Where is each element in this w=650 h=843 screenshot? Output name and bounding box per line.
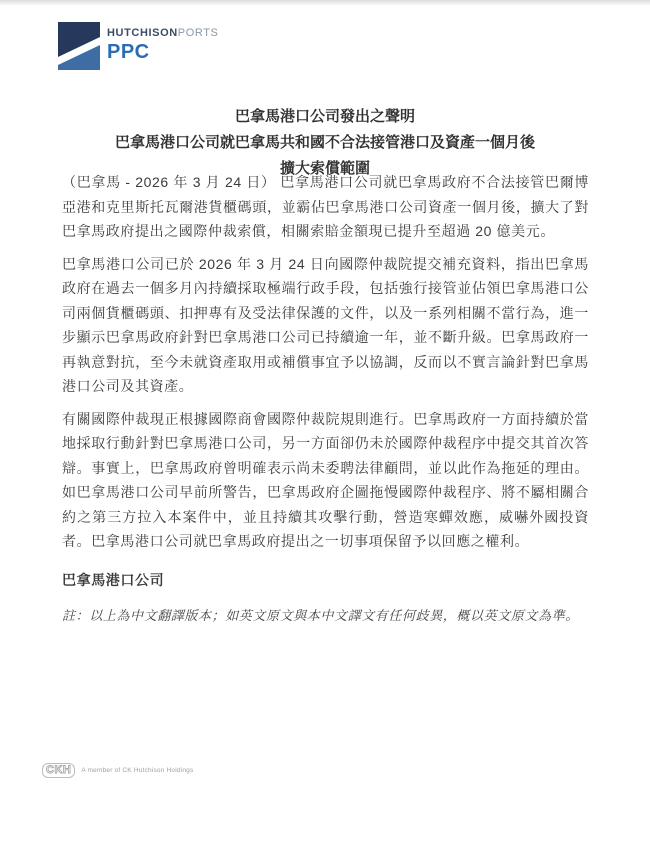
page-footer (42, 763, 193, 778)
paragraph-arbitration-status: 有關國際仲裁現正根據國際商會國際仲裁院規則進行。巴拿馬政府一方面持續於當地採取行動針對巴拿馬港口公司，另一方面卻仍未於國際仲裁程序中提交其首次答辯。事實上，巴拿馬政府曾明確表示尚未委聘法律顧問，並以此作為拖延的理由。如巴拿馬港口公司早前所警告，巴拿馬政府企圖拖慢國際仲裁程序、將不屬相關合約之第三方拉入本案件中，並且持續其攻擊行動，營造寒蟬效應，威嚇外國投資者。巴拿馬港口公司就巴拿馬政府提出之一切事項保留予以回應之權利。 (62, 410, 589, 549)
press-release-body (62, 170, 589, 637)
signature-company-name: 巴拿馬港口公司 (62, 571, 165, 588)
member-of-ck-hutchison-text: A member of CK Hutchison Holdings (81, 767, 194, 774)
paragraph-supplemental-filing: 巴拿馬港口公司已於 2026 年 3 月 24 日向國際仲裁院提交補充資料，指出巴拿馬政府在過去一個多月內持續採取極端行政手段，包括強行接管並佔領巴拿馬港口公司兩個貨櫃碼頭、扣押專有及受法律保護的文件，以及一系列相關不當行為，進一步顯示巴拿馬政府針對巴拿馬港口公司已持續逾一年，並不斷升級。巴拿馬政府一再執意對抗，至今未就資產取用或補償事宜予以協調，反而以不實言論針對巴拿馬港口公司及其資產。 (62, 255, 589, 394)
brand-name (107, 28, 219, 39)
title-line-2: 巴拿馬港口公司就巴拿馬共和國不合法接管港口及資產一個月後 (114, 134, 535, 152)
title-line-3: 擴大索償範圍 (279, 160, 370, 178)
hutchison-ports-flag-icon (58, 22, 100, 70)
brand-name-hutchison: HUTCHISON (107, 27, 178, 39)
ckh-holdings-icon: CKH (42, 763, 75, 778)
translation-disclaimer-note: 註：以上為中文翻譯版本；如英文原文與本中文譯文有任何歧異，概以英文原文為準。 (62, 608, 579, 623)
paragraph-claim-expansion: （巴拿馬 - 2026 年 3 月 24 日） 巴拿馬港口公司就巴拿馬政府不合法接管巴爾博亞港和克里斯托瓦爾港貨櫃碼頭，並霸佔巴拿馬港口公司資產一個月後，擴大了對巴拿馬政府提出之國際仲裁索償，相關索賠金額現已提升至超過 20 億美元。 (62, 174, 589, 239)
brand-wordmark (107, 22, 219, 62)
top-edge-shadow (0, 0, 650, 6)
hutchison-ports-logo (58, 22, 219, 70)
title-line-1: 巴拿馬港口公司發出之聲明 (234, 108, 415, 126)
brand-name-ports: PORTS (177, 27, 219, 39)
brand-subsidiary-ppc: PPC (107, 41, 150, 63)
